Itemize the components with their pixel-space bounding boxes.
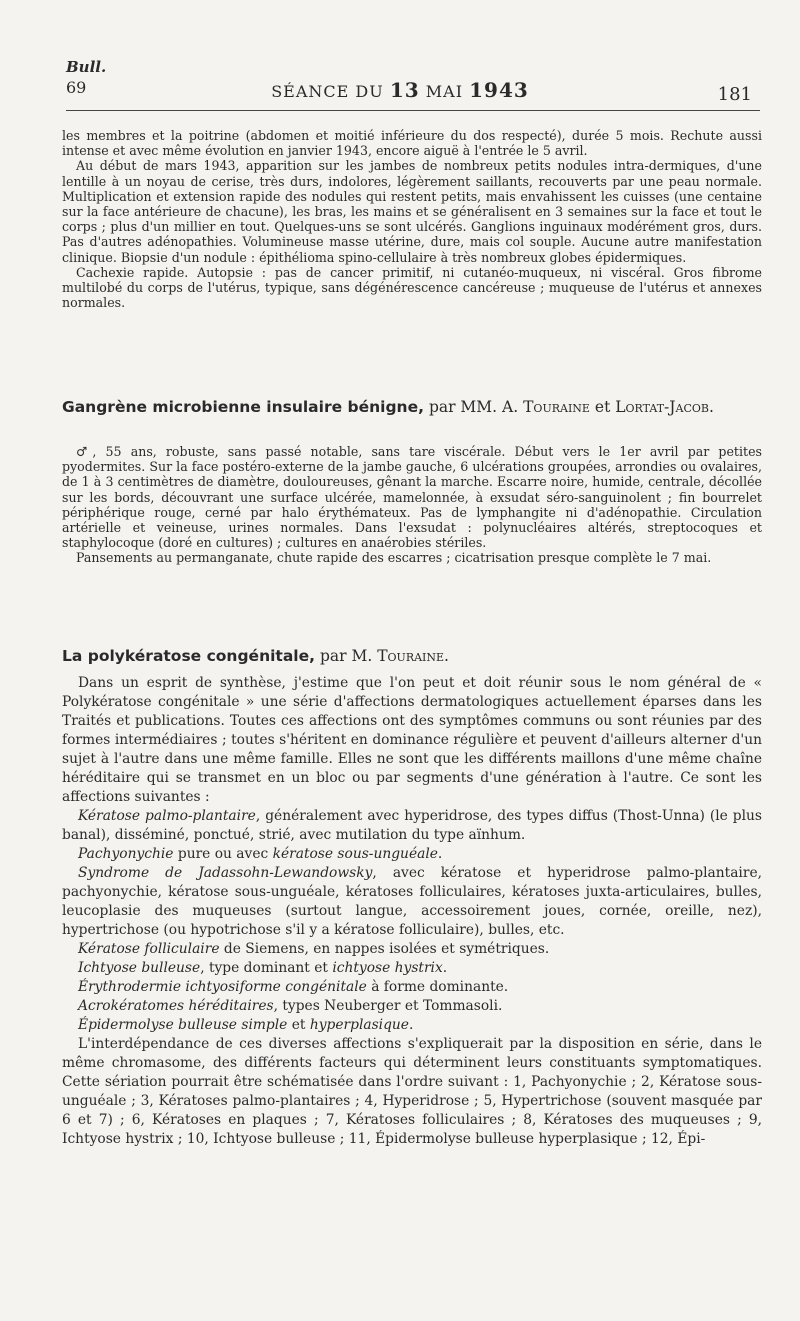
affection-term: hyperplasique [309,1017,409,1033]
article2-heading [62,646,762,666]
article2-conclusion: L'interdépendance de ces diverses affections s'expliquerait par la disposition en série, dans le même chromasome, des différents facteurs qui déterminent leurs constituants symptomatiques. Cette sériation pourrait être schématisée dans l'ordre suivant : 1, Pachyonychie ; 2, Kératose sous-unguéale ; 3, Kératoses palmo-plantaires ; 4, Hyperidrose ; 5, Hypertrichose (souvent masquée par 6 et 7) ; 6, Kératoses en plaques ; 7, Kératoses folliculaires ; 8, Kératoses des muqueuses ; 9, Ichtyose hystrix ; 10, Ichtyose bulleuse ; 11, Épidermolyse bulleuse hyperplasique ; 12, Épi- [62,1036,762,1147]
article1-author2: Lortat-Jacob. [615,398,714,416]
running-head-month: MAI [425,82,464,101]
affection-description: . [442,960,448,976]
affection-item [62,959,762,978]
affection-connector: pure ou avec [173,846,273,862]
affection-term: Pachyonychie [78,846,174,862]
volume-number: 69 [66,78,87,97]
article1-paragraph: Pansements au permanganate, chute rapide des escarres ; cicatrisation presque complète le 7 mai. [76,550,712,566]
affection-item [62,1016,762,1035]
article2-body [62,674,762,1149]
running-head-year: 1943 [469,78,529,102]
affection-description: , avec kératose et hyperidrose palmo-plantaire, pachyonychie, kératose sous-unguéale, kératoses folliculaires, kératoses juxta-articulaires, bulles, leucoplasie des muqueuses (surtout langue, accessoirement joues, cornée, oreille, nez), hypertrichose (ou hypotrichose s'il y a kératose folliculaire), bulles, etc. [62,865,762,938]
article1-body [62,444,762,566]
article2-by: par M. [319,647,373,665]
article1-et: et [594,398,611,416]
running-head [0,78,800,102]
article1-title: Gangrène microbienne insulaire bénigne, [62,398,424,416]
journal-abbrev: Bull. [66,58,107,76]
affection-item [62,978,762,997]
case-paragraph: Au début de mars 1943, apparition sur les jambes de nombreux petits nodules intra-dermiques, d'une lentille à un noyau de cerise, très durs, indolores, légèrement saillants, recouverts par une peau normale. Multiplication et extension rapide des nodules qui restent petits, mais envahissent les cuisses (une centaine sur la face antérieure de chacune), les bras, les mains et se généralisent en 3 semaines sur la face et tout le corps ; plus d'un millier en tout. Quelques-uns se sont ulcérés. Ganglions inguinaux modérément gros, durs. Pas d'autres adénopathies. Volumineuse masse utérine, dure, mais col souple. Aucune autre manifestation clinique. Biopsie d'un nodule : épithélioma spino-cellulaire à très nombreux globes épidermiques. [62,158,762,265]
article2-author: Touraine. [377,647,449,665]
affection-term: ichtyose hystrix [332,960,443,976]
affection-term: Ichtyose bulleuse [78,960,201,976]
affection-description: de Siemens, en nappes isolées et symétriques. [219,941,550,957]
affection-item [62,864,762,940]
affection-term: Érythrodermie ichtyosiforme congénitale [78,979,367,995]
affection-description: . [408,1017,414,1033]
running-head-prefix: SÉANCE DU [271,82,384,101]
running-head-day: 13 [389,78,420,102]
page-number: 181 [717,84,752,105]
previous-case-text [62,128,762,310]
affection-term: kératose sous-unguéale [272,846,438,862]
article1-paragraph: ♂, 55 ans, robuste, sans passé notable, sans tare viscérale. Début vers le 1er avril par petites pyodermites. Sur la face postéro-externe de la jambe gauche, 6 ulcérations groupées, arrondies ou ovalaires, de 1 à 3 centimètres de diamètre, douloureuses, gênant la marche. Escarre noire, humide, centrale, décollée sur les bords, découvrant une surface ulcérée, mamelonnée, à exsudat séro-sanguinolent ; fin bourrelet périphérique rouge, cerné par halo érythémateux. Pas de lymphangite ni d'adénopathie. Circulation artérielle et veineuse, urines normales. Dans l'exsudat : polynucléaires altérés, streptocoques et staphylocoque (doré en cultures) ; cultures en anaérobies stériles. [62,444,762,551]
affection-item [62,845,762,864]
affection-description: à forme dominante. [366,979,509,995]
affection-term: Syndrome de Jadassohn-Lewandowsky [78,865,373,881]
case-paragraph: les membres et la poitrine (abdomen et moitié inférieure du dos respecté), durée 5 mois. Rechute aussi intense et avec même évolution en janvier 1943, encore aiguë à l'entrée le 5 avril. [62,128,762,159]
article1-by: par MM. A. [428,398,519,416]
affection-term: Acrokératomes héréditaires [78,998,274,1014]
article1-author1: Touraine [523,398,590,416]
affection-term: Épidermolyse bulleuse simple [78,1017,288,1033]
article2-intro: Dans un esprit de synthèse, j'estime que l'on peut et doit réunir sous le nom général de « Polykératose congénitale » une série d'affections dermatologiques actuellement éparses dans les Traités et publications. Toutes ces affections ont des symptômes communs ou sont réunies par des formes intermédiaires ; toutes s'héritent en dominance régulière et peuvent d'ailleurs alterner d'un sujet à l'autre dans une même famille. Elles ne sont que les différents maillons d'une même chaîne héréditaire qui se transmet en un bloc ou par segments d'une génération à l'autre. Ce sont les affections suivantes : [62,675,762,805]
affection-term: Kératose folliculaire [78,941,220,957]
article1-heading [62,397,762,417]
article2-title: La polykératose congénitale, [62,647,316,665]
affection-item [62,807,762,845]
affection-description: . [437,846,443,862]
affection-term: Kératose palmo-plantaire [78,808,256,824]
affection-connector: et [287,1017,310,1033]
affection-item [62,997,762,1016]
header-rule [66,110,760,111]
affection-connector: , type dominant et [200,960,333,976]
case-paragraph: Cachexie rapide. Autopsie : pas de cancer primitif, ni cutanéo-muqueux, ni viscéral. Gros fibrome multilobé du corps de l'utérus, typique, sans dégénérescence cancéreuse ; muqueuse de l'utérus et annexes normales. [62,264,762,311]
affection-description: , généralement avec hyperidrose, des types diffus (Thost-Unna) (le plus banal), disséminé, ponctué, strié, avec mutilation du type aïnhum. [62,808,762,843]
affection-description: , types Neuberger et Tommasoli. [273,998,503,1014]
affection-item [62,940,762,959]
